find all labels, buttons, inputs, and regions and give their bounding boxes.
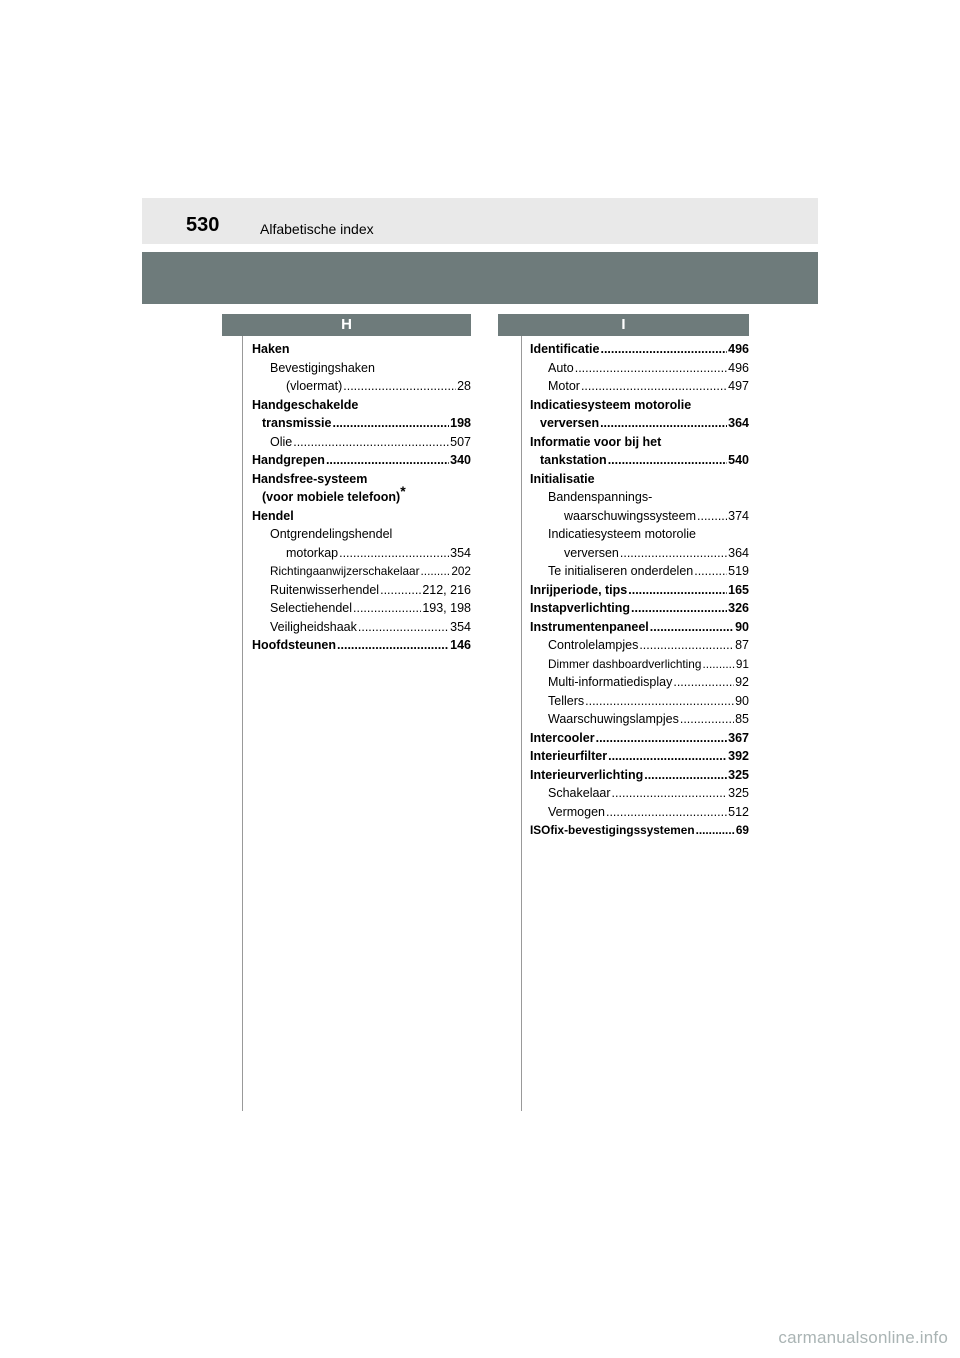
index-column-h [252, 340, 471, 655]
index-entry-continued[interactable]: transmissie ..... 198 [252, 414, 471, 433]
index-entry-continued[interactable]: tankstation ..... 540 [530, 451, 749, 470]
index-entry: Handsfree-systeem [252, 471, 368, 486]
index-subentry[interactable]: Auto ..... 496 [530, 359, 749, 378]
index-entry[interactable]: Inrijperiode, tips ..... 165 [530, 581, 749, 600]
index-subentry[interactable]: Tellers ..... 90 [530, 692, 749, 711]
index-entry[interactable]: Intercooler ..... 367 [530, 729, 749, 748]
index-entry: Handgeschakelde [252, 397, 359, 412]
index-subentry-continued[interactable]: waarschuwingssysteem ..... 374 [530, 507, 749, 526]
index-subentry[interactable]: Controlelampjes ..... 87 [530, 636, 749, 655]
index-subentry[interactable]: Te initialiseren onderdelen ..... 519 [530, 562, 749, 581]
index-subentry[interactable]: Schakelaar ..... 325 [530, 784, 749, 803]
index-subentry[interactable]: Selectiehendel ..... 193, 198 [252, 599, 471, 618]
index-subentry: Indicatiesysteem motorolie [548, 527, 696, 541]
index-subentry: Bandenspannings- [548, 490, 653, 504]
header-band [142, 198, 818, 244]
section-banner [142, 252, 818, 304]
page-title: Alfabetische index [260, 221, 374, 237]
index-entry[interactable]: Identificatie ..... 496 [530, 340, 749, 359]
index-subentry[interactable]: Ruitenwisserhendel ..... 212, 216 [252, 581, 471, 600]
index-subentry[interactable]: Dimmer dashboardverlichting ..... 91 [530, 655, 749, 674]
index-entry: Indicatiesysteem motorolie [530, 397, 692, 412]
letter-heading-h: H [222, 314, 471, 336]
index-entry-continued[interactable]: verversen ..... 364 [530, 414, 749, 433]
index-entry-continued: (voor mobiele telefoon)* [262, 482, 406, 504]
index-subentry[interactable]: Motor ..... 497 [530, 377, 749, 396]
index-entry[interactable]: Interieurverlichting ..... 325 [530, 766, 749, 785]
index-subentry[interactable]: Veiligheidshaak ..... 354 [252, 618, 471, 637]
index-entry[interactable]: Interieurfilter ..... 392 [530, 747, 749, 766]
index-subentry[interactable]: Multi-informatiedisplay ..... 92 [530, 673, 749, 692]
index-subentry-continued[interactable]: motorkap ..... 354 [252, 544, 471, 563]
column-divider-left [242, 336, 243, 1111]
index-entry: Informatie voor bij het [530, 434, 662, 449]
index-subentry: Bevestigingshaken [270, 360, 375, 375]
letter-heading-i: I [498, 314, 749, 336]
index-entry[interactable]: Instapverlichting ..... 326 [530, 599, 749, 618]
index-entry[interactable]: Instrumentenpaneel ..... 90 [530, 618, 749, 637]
page-number: 530 [186, 214, 220, 236]
column-divider-right [521, 336, 522, 1111]
index-subentry[interactable]: Waarschuwingslampjes ..... 85 [530, 710, 749, 729]
index-entry: Haken [252, 342, 290, 356]
index-entry[interactable]: ISOfix-bevestigingssystemen ..... 69 [530, 821, 749, 840]
index-subentry[interactable]: Olie ..... 507 [252, 433, 471, 452]
index-entry: Initialisatie [530, 471, 595, 486]
index-subentry-continued[interactable]: (vloermat) ..... 28 [252, 377, 471, 396]
index-entry[interactable]: Hoofdsteunen ..... 146 [252, 636, 471, 655]
asterisk-marker: * [400, 482, 406, 499]
index-subentry: Ontgrendelingshendel [270, 527, 393, 541]
index-subentry[interactable]: Vermogen ..... 512 [530, 803, 749, 822]
index-entry: Hendel [252, 508, 294, 523]
watermark: carmanualsonline.info [778, 1328, 948, 1347]
index-entry[interactable]: Handgrepen ..... 340 [252, 451, 471, 470]
index-column-i [530, 340, 749, 840]
index-subentry[interactable]: Richtingaanwijzerschakelaar ..... 202 [252, 562, 471, 581]
index-subentry-continued[interactable]: verversen ..... 364 [530, 544, 749, 563]
